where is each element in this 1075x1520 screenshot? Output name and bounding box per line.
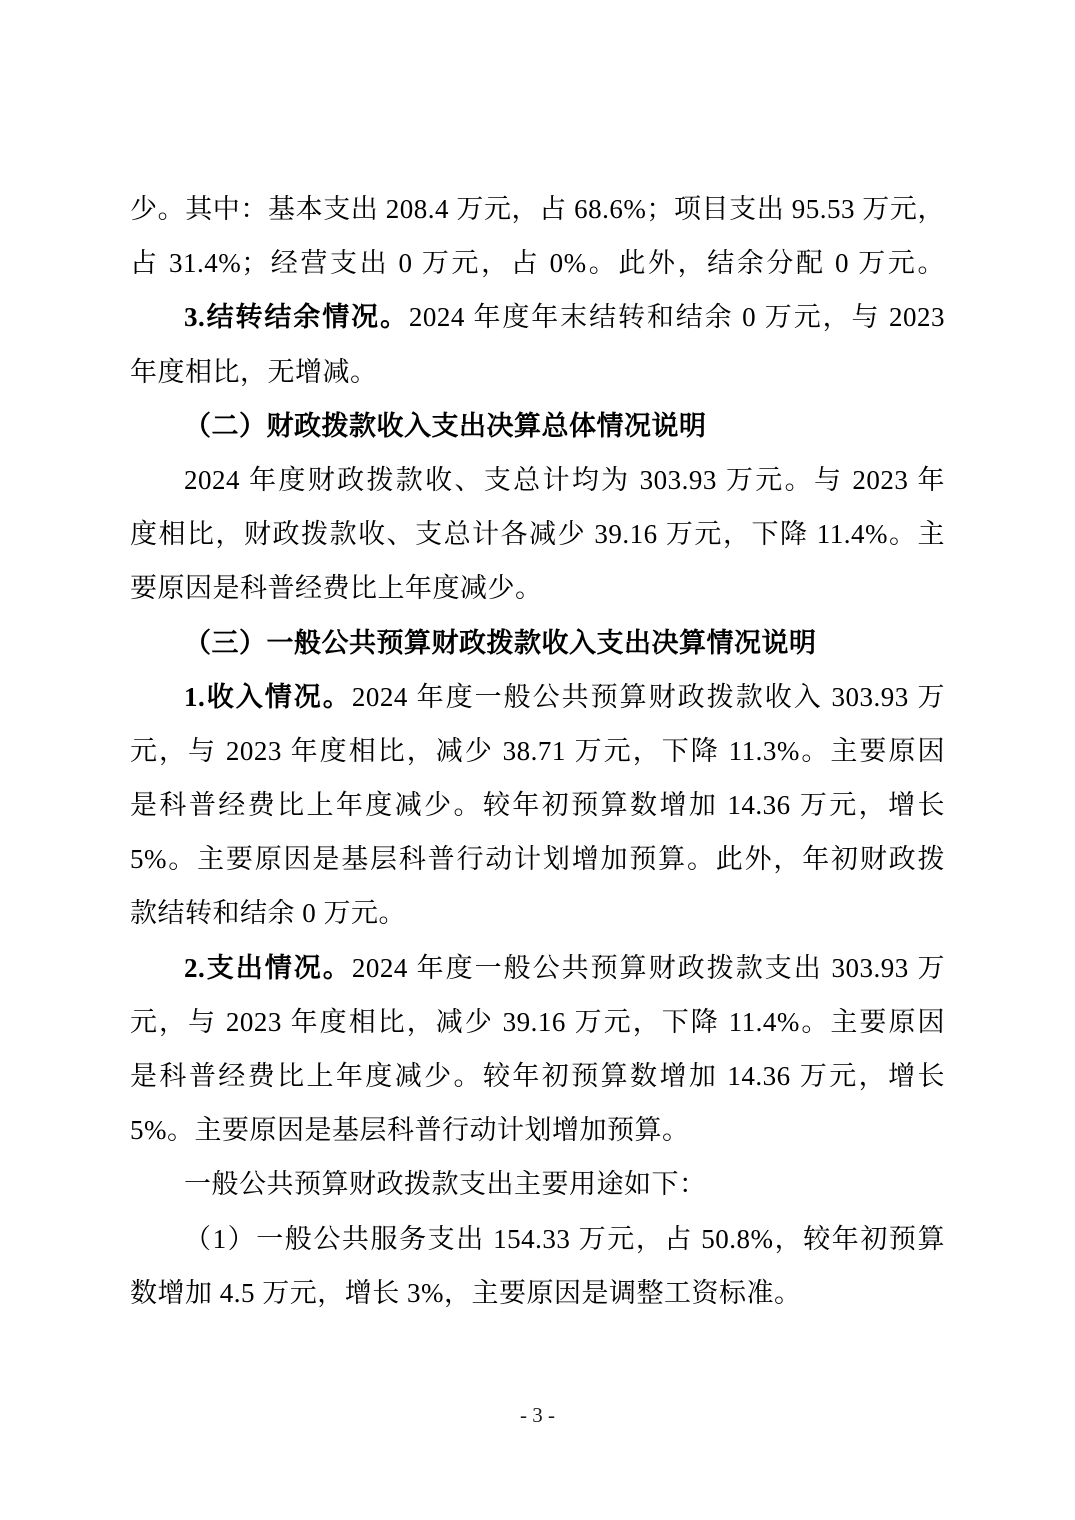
text-line-8 — [130, 561, 945, 615]
text-line-4 — [130, 345, 945, 399]
text-run: 2024 年度一般公共预算财政拨款支出 303.93 万 — [351, 952, 946, 983]
text-line-2 — [130, 236, 945, 290]
text-run: 元，与 2023 年度相比，减少 39.16 万元，下降 11.4%。主要原因 — [130, 1006, 945, 1037]
text-line-9 — [130, 616, 945, 670]
text-run: 2024 年度年末结转和结余 0 万元，与 2023 — [408, 302, 946, 333]
text-line-3 — [130, 290, 945, 344]
text-line-11 — [130, 724, 945, 778]
text-line-14 — [130, 886, 945, 940]
text-run: 年度相比，无增减。 — [130, 356, 378, 387]
text-run: 要原因是科普经费比上年度减少。 — [130, 573, 543, 604]
text-line-17 — [130, 1049, 945, 1103]
text-run: 少。其中：基本支出 208.4 万元，占 68.6%；项目支出 95.53 万元， — [130, 194, 945, 224]
text-run: 度相比，财政拨款收、支总计各减少 39.16 万元，下降 11.4%。主 — [130, 519, 945, 550]
text-line-7 — [130, 507, 945, 561]
text-line-12 — [130, 778, 945, 832]
document-body — [130, 182, 945, 1320]
text-line-6 — [130, 453, 945, 507]
text-line-18 — [130, 1103, 945, 1157]
text-run: 是科普经费比上年度减少。较年初预算数增加 14.36 万元，增长 — [130, 790, 945, 821]
text-run: 5%。主要原因是基层科普行动计划增加预算。 — [130, 1115, 690, 1146]
text-line-5 — [130, 399, 945, 453]
bold-text-run: 2.支出情况。 — [184, 952, 352, 983]
text-line-16 — [130, 995, 945, 1049]
bold-text-run: （二）财政拨款收入支出决算总体情况说明 — [184, 410, 707, 441]
text-line-10 — [130, 670, 945, 724]
text-line-19 — [130, 1157, 945, 1211]
text-line-20 — [130, 1212, 945, 1266]
text-run: 2024 年度一般公共预算财政拨款收入 303.93 万 — [351, 681, 946, 712]
bold-text-run: 3.结转结余情况。 — [184, 302, 409, 333]
bold-text-run: 1.收入情况。 — [184, 681, 352, 712]
text-line-21 — [130, 1266, 945, 1320]
text-line-13 — [130, 832, 945, 886]
text-run: 是科普经费比上年度减少。较年初预算数增加 14.36 万元，增长 — [130, 1061, 945, 1091]
text-line-1 — [130, 182, 945, 236]
text-run: 款结转和结余 0 万元。 — [130, 898, 406, 929]
text-line-15 — [130, 941, 945, 995]
bold-text-run: （三）一般公共预算财政拨款收入支出决算情况说明 — [184, 627, 817, 658]
text-run: 2024 年度财政拨款收、支总计均为 303.93 万元。与 2023 年 — [184, 464, 945, 495]
text-run: 占 31.4%；经营支出 0 万元，占 0%。此外，结余分配 0 万元。 — [130, 248, 945, 279]
text-run: （1）一般公共服务支出 154.33 万元，占 50.8%，较年初预算 — [184, 1223, 945, 1254]
text-run: 元，与 2023 年度相比，减少 38.71 万元，下降 11.3%。主要原因 — [130, 735, 945, 766]
text-run: 5%。主要原因是基层科普行动计划增加预算。此外，年初财政拨 — [130, 844, 945, 875]
text-run: 数增加 4.5 万元，增长 3%，主要原因是调整工资标准。 — [130, 1277, 802, 1308]
page-number: - 3 - — [520, 1403, 555, 1427]
text-run: 一般公共预算财政拨款支出主要用途如下： — [184, 1169, 707, 1200]
